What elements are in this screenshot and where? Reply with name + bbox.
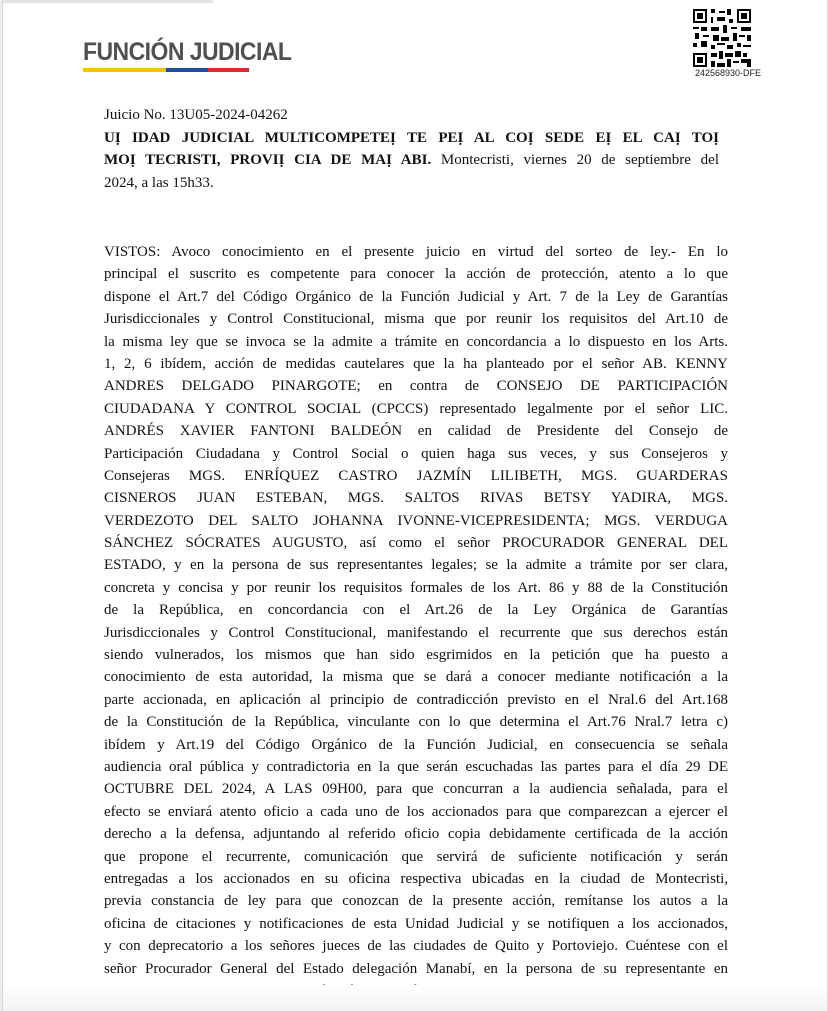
body-line: 1, 2, 6 ibídem, acción de medidas cautelares que la ha planteado por el señor AB. KENNY [104,355,728,372]
body-line: parte accionada, en aplicación al principio de contradicción previsto en el Nral.6 del Art.168 [104,691,728,708]
body-line: siendo vulnerados, los mismos que han sido esgrimidos en la petición que ha puesto a [104,647,728,664]
flag-yellow [83,68,166,72]
document-page [2,0,828,1011]
body-line: que propone el recurrente, comunicación que servirá de suficiente notificación y serán [104,848,728,865]
court-name-2: MOỊ TECRISTI, PROVIỊ CIA DE MAỊ ABI. [104,152,432,168]
body-line: concreta y concisa y por reunir los requisitos formales de los Art. 86 y 88 de la Constitución [104,579,728,596]
body-line: Jurisdiccionales y Control Constitucional, manifestando el recurrente que sus derechos están [104,624,728,641]
body-line: de la República, en concordancia con el Art.26 de la Ley Orgánica de Garantías [104,602,728,619]
body-line: efecto se enviará atento oficio a cada uno de los accionados para que comparezcan a ejercer el [104,803,728,820]
court-time: 2024, a las 15h33. [104,174,214,191]
body-line: y con deprecatorio a los señores jueces de las ciudades de Quito y Portoviejo. Cuéntese con el [104,938,728,955]
flag-blue [166,68,208,72]
resolution-body [104,241,728,1002]
court-name-1: UỊ IDAD JUDICIAL MULTICOMPETEỊ TE PEỊ AL COỊ SEDE EỊ EL CAỊ TOỊ [104,129,719,146]
body-line: Jurisdiccionales y Control Constitucional, misma que por reunir los requisitos del Art.10 de [104,311,728,328]
body-line: Participación Ciudadana y Control Social o quien haga sus veces, y sus Consejeros y [104,445,728,462]
body-line: de la Constitución de la República, vinculante con lo que determina el Art.76 Nral.7 letra c) [104,714,728,731]
body-line: SÁNCHEZ SÓCRATES AUGUSTO, así como el señor PROCURADOR GENERAL DEL [104,535,728,552]
body-line: ANDRÉS XAVIER FANTONI BALDEÓN en calidad de Presidente del Consejo de [104,423,728,440]
body-line: principal el suscrito es competente para conocer la acción de protección, atento a lo que [104,266,728,283]
body-line: VERDEZOTO DEL SALTO JOHANNA IVONNE-VICEPRESIDENTA; MGS. VERDUGA [104,512,728,529]
flag-red [208,68,250,72]
court-name-line-1 [104,127,719,150]
body-line: entregadas a los accionados en su oficina respectiva ubicadas en la ciudad de Montecristi, [104,870,728,887]
body-line: señor Procurador General del Estado delegación Manabí, en la persona de su representante en [104,960,728,977]
qr-code-icon [693,9,751,67]
body-line: oficina de citaciones y notificaciones de esta Unidad Judicial y se notifiquen a los accionados, [104,915,728,932]
bottom-shade [3,985,827,1011]
case-number: Juicio No. 13U05-2024-04262 [104,107,288,123]
funcion-judicial-logo [83,38,292,72]
body-line: VISTOS: Avoco conocimiento en el presente juicio en virtud del sorteo de ley.- En lo [104,244,728,260]
logo-text: FUNCIÓN JUDICIAL [83,38,292,66]
court-name-line-2 [104,149,719,172]
body-line: ESTADO, y en la persona de sus representantes legales; se la admite a trámite por ser clara, [104,557,728,574]
body-line: Consejeras MGS. ENRÍQUEZ CASTRO JAZMÍN LILIBETH, MGS. GUARDERAS [104,467,728,484]
body-line: previa constancia de ley para que conozcan de la presente acción, remítanse los autos a la [104,893,728,910]
body-line: CIUDADANA Y CONTROL SOCIAL (CPCCS) representado legalmente por el señor LIC. [104,400,728,417]
body-line: OCTUBRE DEL 2024, A LAS 09H00, para que concurran a la audiencia señalada, para el [104,781,728,798]
top-strip [3,0,213,3]
body-line: dispone el Art.7 del Código Orgánico de la Función Judicial y Art. 7 de la Ley de Garantías [104,288,728,305]
document-code: 242568930-DFE [694,68,762,78]
body-line: la misma ley que se invoca se la admite a trámite en concordancia a lo dispuesto en los Arts. [104,333,728,350]
body-line: derecho a la defensa, adjuntando al referido oficio copia debidamente certificada de la acción [104,826,728,843]
body-line: ibídem y Art.19 del Código Orgánico de la Función Judicial, en consecuencia se señala [104,736,728,753]
case-header [104,104,719,194]
body-line: CISNEROS JUAN ESTEBAN, MGS. SALTOS RIVAS BETSY YADIRA, MGS. [104,490,728,507]
body-line: ANDRES DELGADO PINARGOTE; en contra de CONSEJO DE PARTICIPACIÓN [104,378,728,395]
court-date: Montecristi, viernes 20 de septiembre del [431,152,719,168]
logo-flag-stripe [83,68,249,72]
body-line: conocimiento de esta autoridad, la misma que se dará a conocer mediante notificación a la [104,669,728,686]
body-line: audiencia oral pública y contradictoria en la que serán escuchadas las partes para el día 29 DE [104,758,728,775]
